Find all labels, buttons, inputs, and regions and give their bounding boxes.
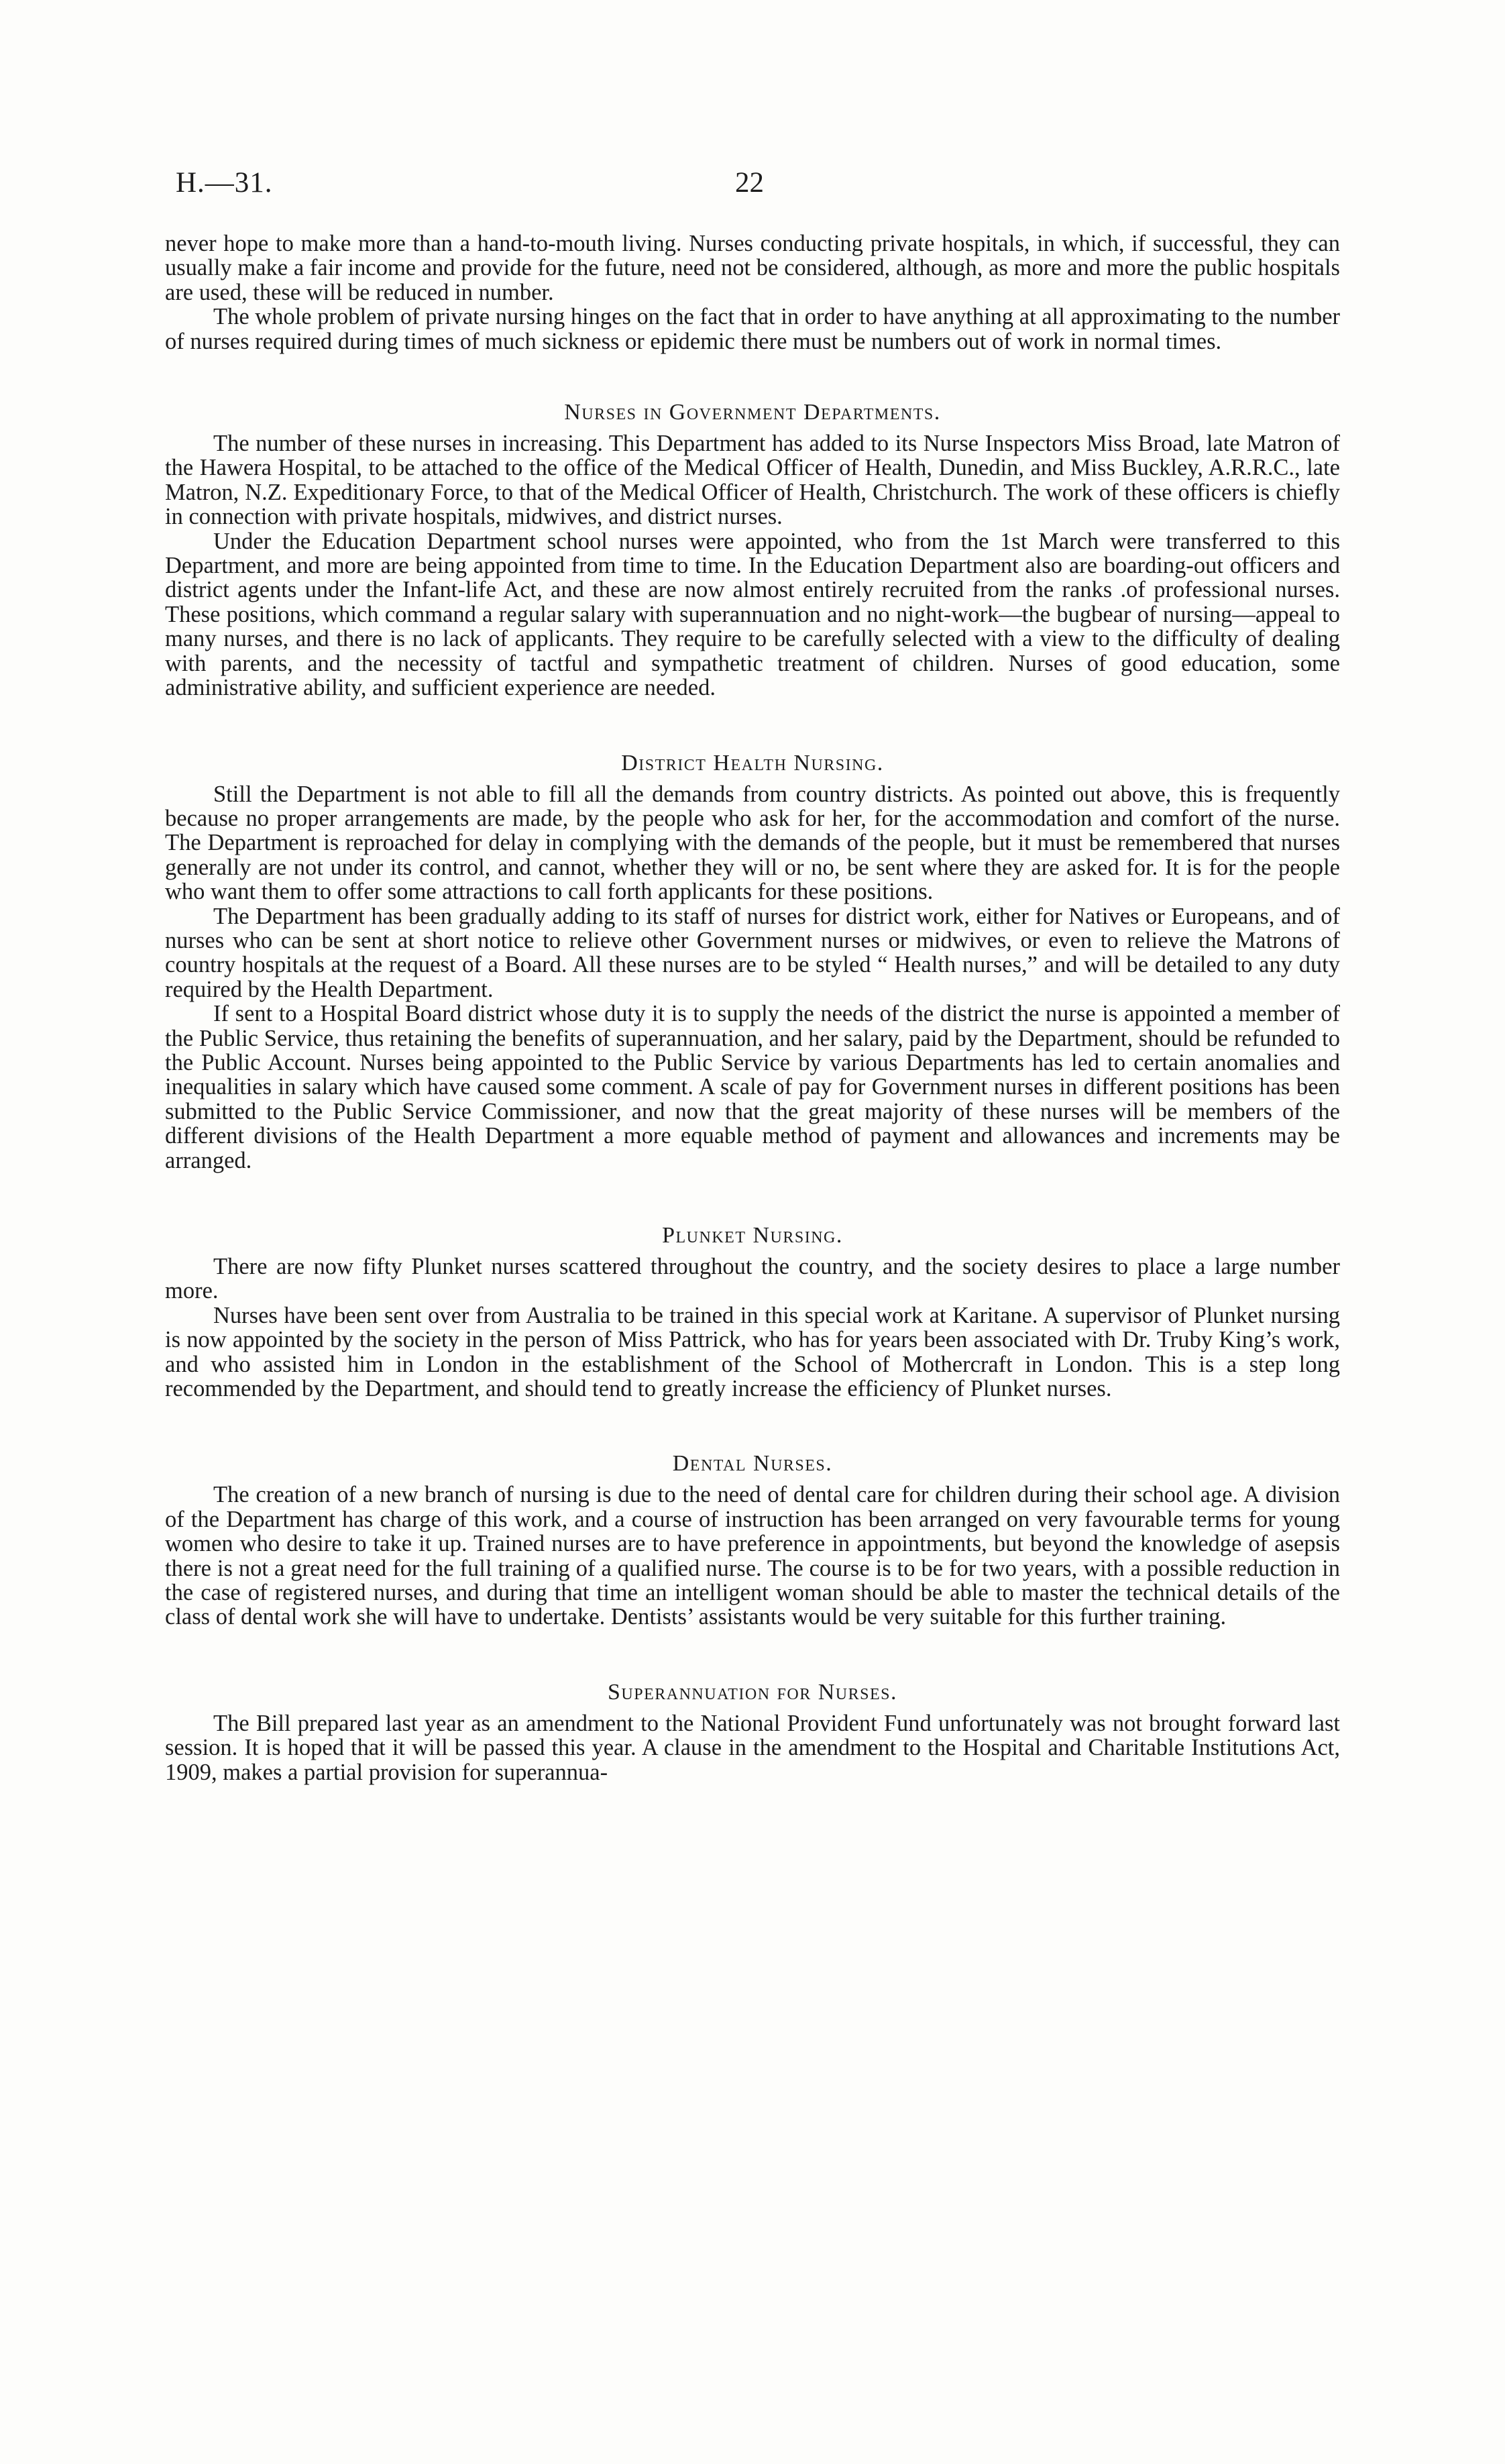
- district-paragraph-1: Still the Department is not able to fill all the demands from country districts. As pointed out above, this is frequently because no proper arrangements are made, by the people who ask for her, for the accommodation and comfort of the nurse. The Department is reproached for delay in complying with the demands of the people, but it must be remembered that nurses generally are not under its control, and cannot, whether they will or no, be sent where they are asked for. It is for the people who want them to offer some attractions to call forth applicants for these positions.: [165, 781, 1340, 905]
- government-paragraph-1: The number of these nurses in increasing. This Department has added to its Nurse Inspectors Miss Broad, late Matron of the Hawera Hospital, to be attached to the office of the Medical Officer of Health, Dunedin, and Miss Buckley, A.R.R.C., late Matron, N.Z. Expeditionary Force, to that of the Medical Officer of Health, Christchurch. The work of these officers is chiefly in connection with private hospitals, midwives, and district nurses.: [165, 431, 1340, 530]
- section-heading-district: District Health Nursing.: [621, 750, 884, 775]
- document-reference: H.—31.: [176, 167, 273, 199]
- district-paragraph-2: The Department has been gradually adding to its staff of nurses for district work, either for Natives or Europeans, and of nurses who can be sent at short notice to relieve other Government nurses or midwives, or even to relieve the Matrons of country hospitals at the request of a Board. All these nurses are to be styled “ Health nurses,” and will be detailed to any duty required by the Health Department.: [165, 903, 1340, 1002]
- government-paragraph-2: Under the Education Department school nurses were appointed, who from the 1st March were transferred to this Department, and more are being appointed from time to time. In the Education Department also are boarding-out officers and district agents under the Infant-life Act, and these are now almost entirely recruited from the ranks .of professional nurses. These positions, which command a regular salary with superannuation and no night-work—the bugbear of nursing—appeal to many nurses, and there is no lack of applicants. They require to be carefully selected with a view to the difficulty of dealing with parents, and the necessity of tactful and sympathetic treatment of children. Nurses of good education, some administrative ability, and sufficient experience are needed.: [165, 528, 1340, 701]
- dental-paragraph-1: The creation of a new branch of nursing is due to the need of dental care for children during their school age. A division of the Department has charge of this work, and a course of instruction has been arranged on very favourable terms for young women who desire to take it up. Trained nurses are to have preference in appointments, but beyond the knowledge of asepsis there is not a great need for the full training of a qualified nurse. The course is to be for two years, with a possible reduction in the case of registered nurses, and during that time an intelligent woman should be able to master the technical details of the class of dental work she will have to undertake. Dentists’ assistants would be very suitable for this further training.: [165, 1482, 1340, 1630]
- page-header: [176, 166, 1336, 207]
- page-number: 22: [735, 167, 764, 199]
- section-heading-plunket: Plunket Nursing.: [662, 1223, 843, 1248]
- page-body: [165, 231, 1340, 1784]
- section-heading-government: Nurses in Government Departments.: [564, 400, 941, 425]
- section-heading-dental: Dental Nurses.: [672, 1451, 833, 1477]
- intro-paragraph-2: The whole problem of private nursing hinges on the fact that in order to have anything at all approximating to the number of nurses required during times of much sickness or epidemic there must be numbers out of work in normal times.: [165, 304, 1340, 354]
- superannuation-paragraph-1: The Bill prepared last year as an amendment to the National Provident Fund unfortunately was not brought forward last session. It is hoped that it will be passed this year. A clause in the amendment to the Hospital and Charitable Institutions Act, 1909, makes a partial provision for superannua-: [165, 1710, 1340, 1785]
- plunket-paragraph-1: There are now fifty Plunket nurses scattered throughout the country, and the society desires to place a large number more.: [165, 1254, 1340, 1304]
- intro-paragraph-1: never hope to make more than a hand-to-mouth living. Nurses conducting private hospitals, in which, if successful, they can usually make a fair income and provide for the future, need not be considered, although, as more and more the public hospitals are used, these will be reduced in number.: [165, 231, 1340, 305]
- district-paragraph-3: If sent to a Hospital Board district whose duty it is to supply the needs of the district the nurse is appointed a member of the Public Service, thus retaining the benefits of superannuation, and her salary, paid by the Department, should be refunded to the Public Account. Nurses being appointed to the Public Service by various Departments has led to certain anomalies and inequalities in salary which have caused some comment. A scale of pay for Government nurses in different positions has been submitted to the Public Service Commissioner, and now that the great majority of these nurses will be members of the different divisions of the Health Department a more equable method of payment and allowances and increments may be arranged.: [165, 1001, 1340, 1173]
- section-heading-superannuation: Superannuation for Nurses.: [607, 1679, 897, 1705]
- plunket-paragraph-2: Nurses have been sent over from Australia to be trained in this special work at Karitane. A supervisor of Plunket nursing is now appointed by the society in the person of Miss Pattrick, who has for years been associated with Dr. Truby King’s work, and who assisted him in London in the establishment of the School of Mothercraft in London. This is a step long recommended by the Department, and should tend to greatly increase the efficiency of Plunket nurses.: [165, 1302, 1340, 1402]
